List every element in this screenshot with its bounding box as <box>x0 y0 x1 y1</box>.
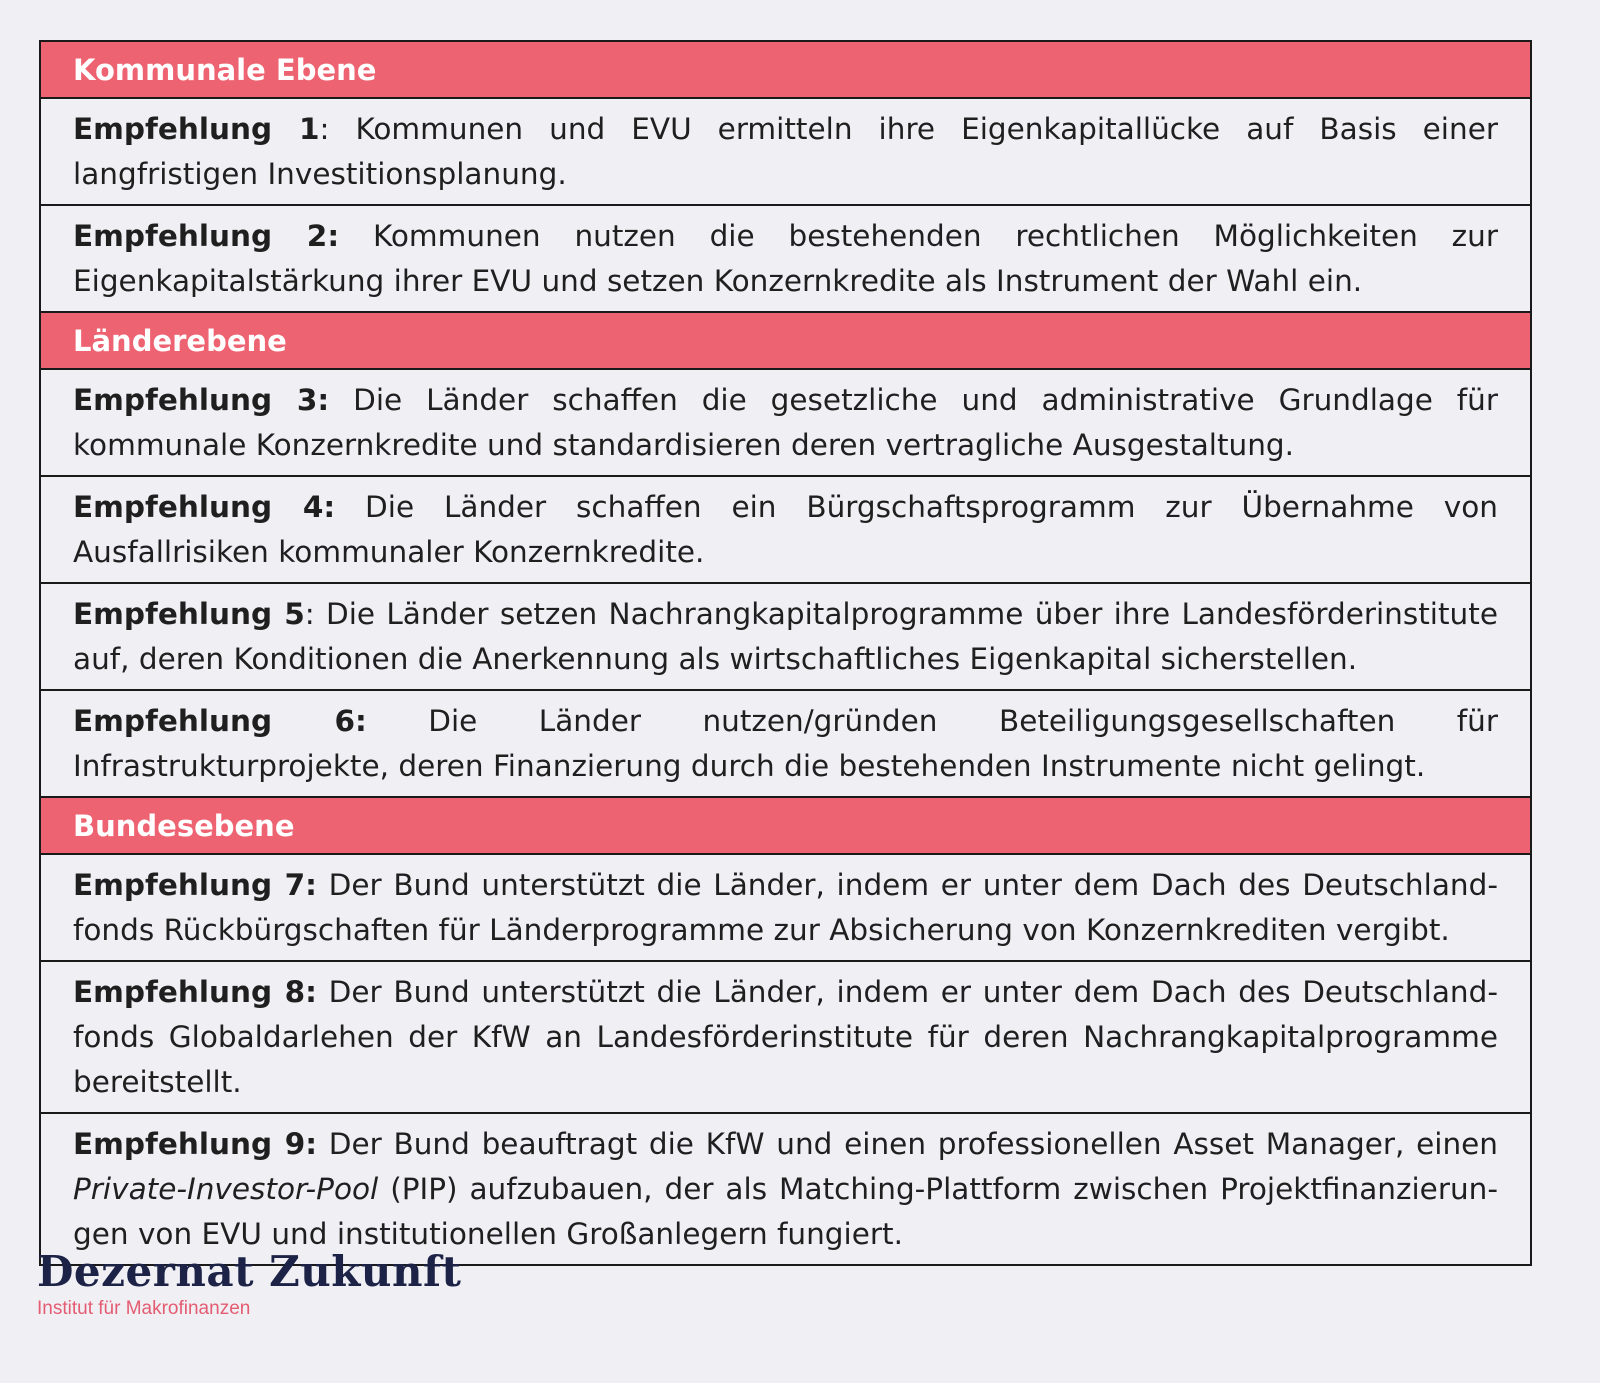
recommendation-separator <box>339 219 373 253</box>
recommendation-label: Empfehlung 5 <box>73 597 305 631</box>
recommendation-2 <box>41 206 1530 313</box>
recommendation-text: Kommunen und EVU ermitteln ihre Eigenkapitallücke auf Basis einer langfristigen Investitionsplanung. <box>73 112 1498 191</box>
recommendation-text-continued: (PIP) aufzubauen, der als Matching-Plattform zwischen Projektfinanzierungen von EVU und institutionellen Großanlegern fungiert. <box>73 1172 1498 1251</box>
recommendation-separator <box>335 490 365 524</box>
recommendation-8 <box>41 962 1530 1114</box>
recommendation-7 <box>41 855 1530 962</box>
recommendation-separator <box>317 1127 329 1161</box>
recommendation-text: Die Länder schaffen ein Bürgschaftsprogramm zur Übernahme von Ausfallrisiken kommunaler Konzernkredite. <box>73 490 1498 569</box>
recommendation-label: Empfehlung 6: <box>73 704 367 738</box>
recommendation-separator <box>367 704 428 738</box>
recommendation-9 <box>41 1114 1530 1264</box>
recommendation-label: Empfehlung 2: <box>73 219 340 253</box>
recommendation-label: Empfehlung 1 <box>73 112 320 146</box>
recommendation-6 <box>41 691 1530 798</box>
recommendation-text: Kommunen nutzen die bestehenden rechtlichen Möglichkeiten zur Eigenkapitalstärkung ihrer EVU und setzen Konzernkredite als Instrument der Wahl ein. <box>73 219 1498 298</box>
recommendation-label: Empfehlung 7: <box>73 868 317 902</box>
recommendations-table <box>39 40 1532 1266</box>
recommendation-text: Der Bund unterstützt die Länder, indem er unter dem Dach des Deutschlandfonds Rückbürgschaften für Länderprogramme zur Absicherung von Konzernkrediten vergibt. <box>73 868 1498 947</box>
section-header-laender: Länderebene <box>41 313 1530 370</box>
recommendation-separator: : <box>319 112 356 146</box>
logo-subtitle: Institut für Makrofinanzen <box>37 1298 251 1319</box>
recommendation-text: Die Länder setzen Nachrangkapitalprogramme über ihre Landesförderinstitute auf, deren Konditionen die Anerkennung als wirtschaftliches Eigenkapital sicherstellen. <box>73 597 1498 676</box>
recommendation-text: Die Länder nutzen/gründen Beteiligungsgesellschaften für Infrastrukturprojekte, deren Finanzierung durch die bestehenden Instrumente nicht gelingt. <box>73 704 1498 783</box>
recommendation-label: Empfehlung 4: <box>73 490 336 524</box>
recommendation-label: Empfehlung 9: <box>73 1127 318 1161</box>
recommendation-1 <box>41 99 1530 206</box>
recommendation-text: Der Bund beauftragt die KfW und einen professionellen Asset Manager, einen <box>328 1127 1498 1161</box>
section-header-kommunal: Kommunale Ebene <box>41 42 1530 99</box>
recommendation-separator <box>317 975 329 1009</box>
recommendation-5 <box>41 584 1530 691</box>
recommendation-4 <box>41 477 1530 584</box>
recommendation-text: Die Länder schaffen die gesetzliche und administrative Grundlage für kommunale Konzernkredite und standardisieren deren vertragliche Ausgestaltung. <box>73 383 1498 462</box>
recommendation-separator <box>329 383 353 417</box>
recommendation-separator: : <box>304 597 326 631</box>
logo <box>37 1246 461 1320</box>
recommendation-label: Empfehlung 3: <box>73 383 330 417</box>
recommendation-separator <box>317 868 329 902</box>
recommendation-3 <box>41 370 1530 477</box>
recommendation-italic-term: Private-Investor-Pool <box>73 1172 379 1206</box>
logo-title: Dezernat Zukunft <box>37 1247 462 1296</box>
recommendation-label: Empfehlung 8: <box>73 975 317 1009</box>
section-header-bund: Bundesebene <box>41 798 1530 855</box>
recommendation-text: Der Bund unterstützt die Länder, indem er unter dem Dach des Deutschlandfonds Globaldarlehen der KfW an Landesförderinstitute für deren Nachrangkapitalprogramme bereitstellt. <box>73 975 1498 1099</box>
